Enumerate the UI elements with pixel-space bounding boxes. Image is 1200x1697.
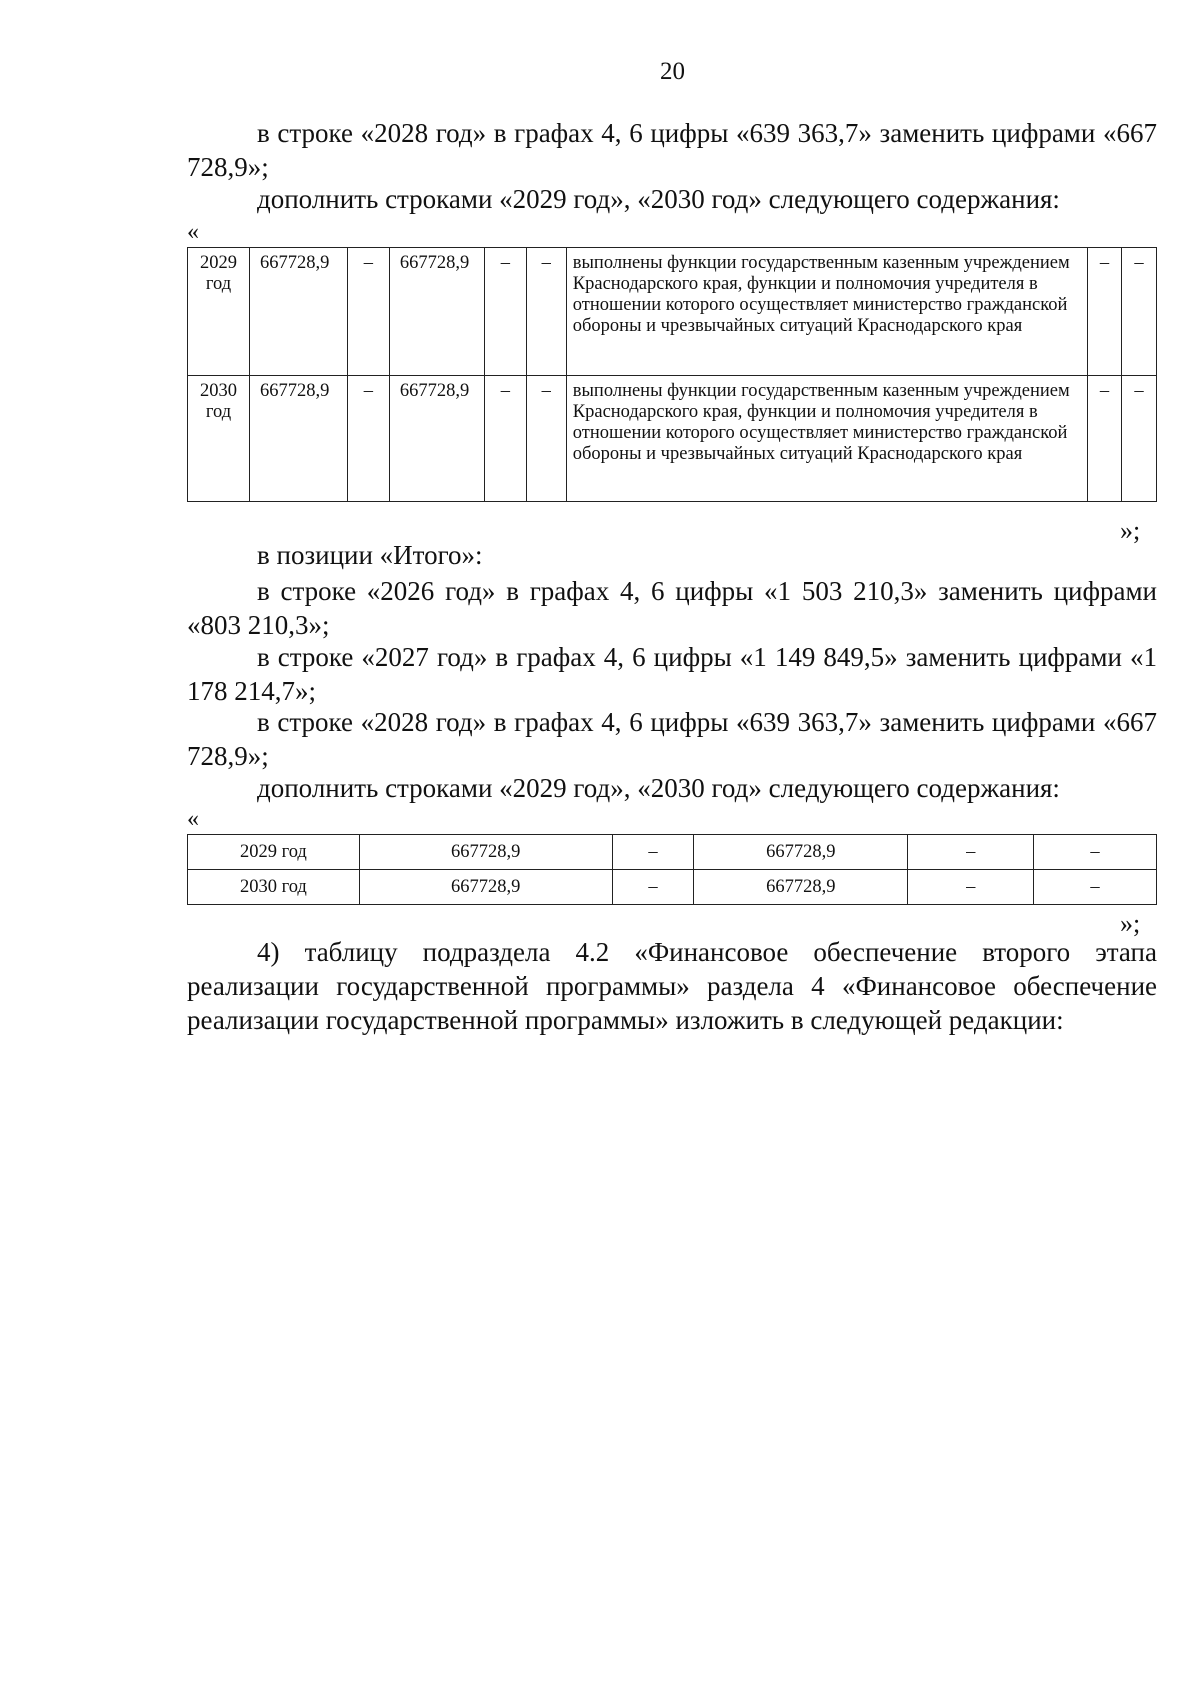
dash-cell: – [347, 376, 389, 502]
dash-cell: – [612, 835, 694, 870]
year-cell: 2030 год [188, 376, 250, 502]
open-quote-1: « [187, 219, 199, 245]
year-cell: 2029 год [188, 835, 360, 870]
description-cell: выполнены функции государственным казенным учреждением Краснодарского края, функции и полномочия учредителя в отношении которого осуществляет министерство гражданской обороны и чрезвычайных ситуаций Краснодарского края [566, 376, 1087, 502]
dash-cell: – [1122, 248, 1157, 376]
dash-cell: – [526, 376, 566, 502]
amount-cell: 667728,9 [389, 248, 484, 376]
paragraph-add-rows: дополнить строками «2029 год», «2030 год» следующего содержания: [257, 184, 1060, 214]
amount-cell: 667728,9 [249, 248, 347, 376]
close-quote-2: »; [1120, 909, 1141, 938]
year-cell: 2030 год [188, 870, 360, 905]
amount-cell: 667728,9 [249, 376, 347, 502]
page-number: 20 [660, 58, 685, 85]
dash-cell: – [484, 376, 526, 502]
amount-cell: 667728,9 [694, 835, 908, 870]
dash-cell: – [908, 870, 1034, 905]
dash-cell: – [347, 248, 389, 376]
close-quote-1: »; [1120, 516, 1141, 545]
table-rows-2029-2030-total [187, 834, 1157, 905]
paragraph-add-rows-total: дополнить строками «2029 год», «2030 год» следующего содержания: [257, 773, 1060, 803]
paragraph-2026-replace: в строке «2026 год» в графах 4, 6 цифры «1 503 210,3» заменить цифрами «803 210,3»; [187, 576, 1157, 640]
amount-cell: 667728,9 [359, 870, 612, 905]
dash-cell: – [1122, 376, 1157, 502]
table-row [188, 870, 1157, 905]
paragraph-2028-replace: в строке «2028 год» в графах 4, 6 цифры «639 363,7» заменить цифрами «667 728,9»; [187, 118, 1157, 182]
dash-cell: – [612, 870, 694, 905]
dash-cell: – [1088, 376, 1122, 502]
table-row [188, 376, 1157, 502]
table-rows-2029-2030-detailed [187, 247, 1157, 502]
dash-cell: – [1034, 835, 1157, 870]
paragraph-itogo: в позиции «Итого»: [257, 540, 483, 570]
paragraph-item-4: 4) таблицу подраздела 4.2 «Финансовое обеспечение второго этапа реализации государственной программы» раздела 4 «Финансовое обеспечение реализации государственной программы» изложить в следующей редакции: [187, 937, 1157, 1035]
paragraph-2027-replace: в строке «2027 год» в графах 4, 6 цифры «1 149 849,5» заменить цифрами «1 178 214,7»; [187, 642, 1157, 706]
open-quote-2: « [187, 806, 199, 832]
amount-cell: 667728,9 [694, 870, 908, 905]
description-cell: выполнены функции государственным казенным учреждением Краснодарского края, функции и полномочия учредителя в отношении которого осуществляет министерство гражданской обороны и чрезвычайных ситуаций Краснодарского края [566, 248, 1087, 376]
dash-cell: – [1088, 248, 1122, 376]
year-cell: 2029 год [188, 248, 250, 376]
table-row [188, 248, 1157, 376]
dash-cell: – [484, 248, 526, 376]
dash-cell: – [908, 835, 1034, 870]
paragraph-2028-replace-total: в строке «2028 год» в графах 4, 6 цифры «639 363,7» заменить цифрами «667 728,9»; [187, 707, 1157, 771]
amount-cell: 667728,9 [359, 835, 612, 870]
amount-cell: 667728,9 [389, 376, 484, 502]
dash-cell: – [1034, 870, 1157, 905]
dash-cell: – [526, 248, 566, 376]
table-row [188, 835, 1157, 870]
